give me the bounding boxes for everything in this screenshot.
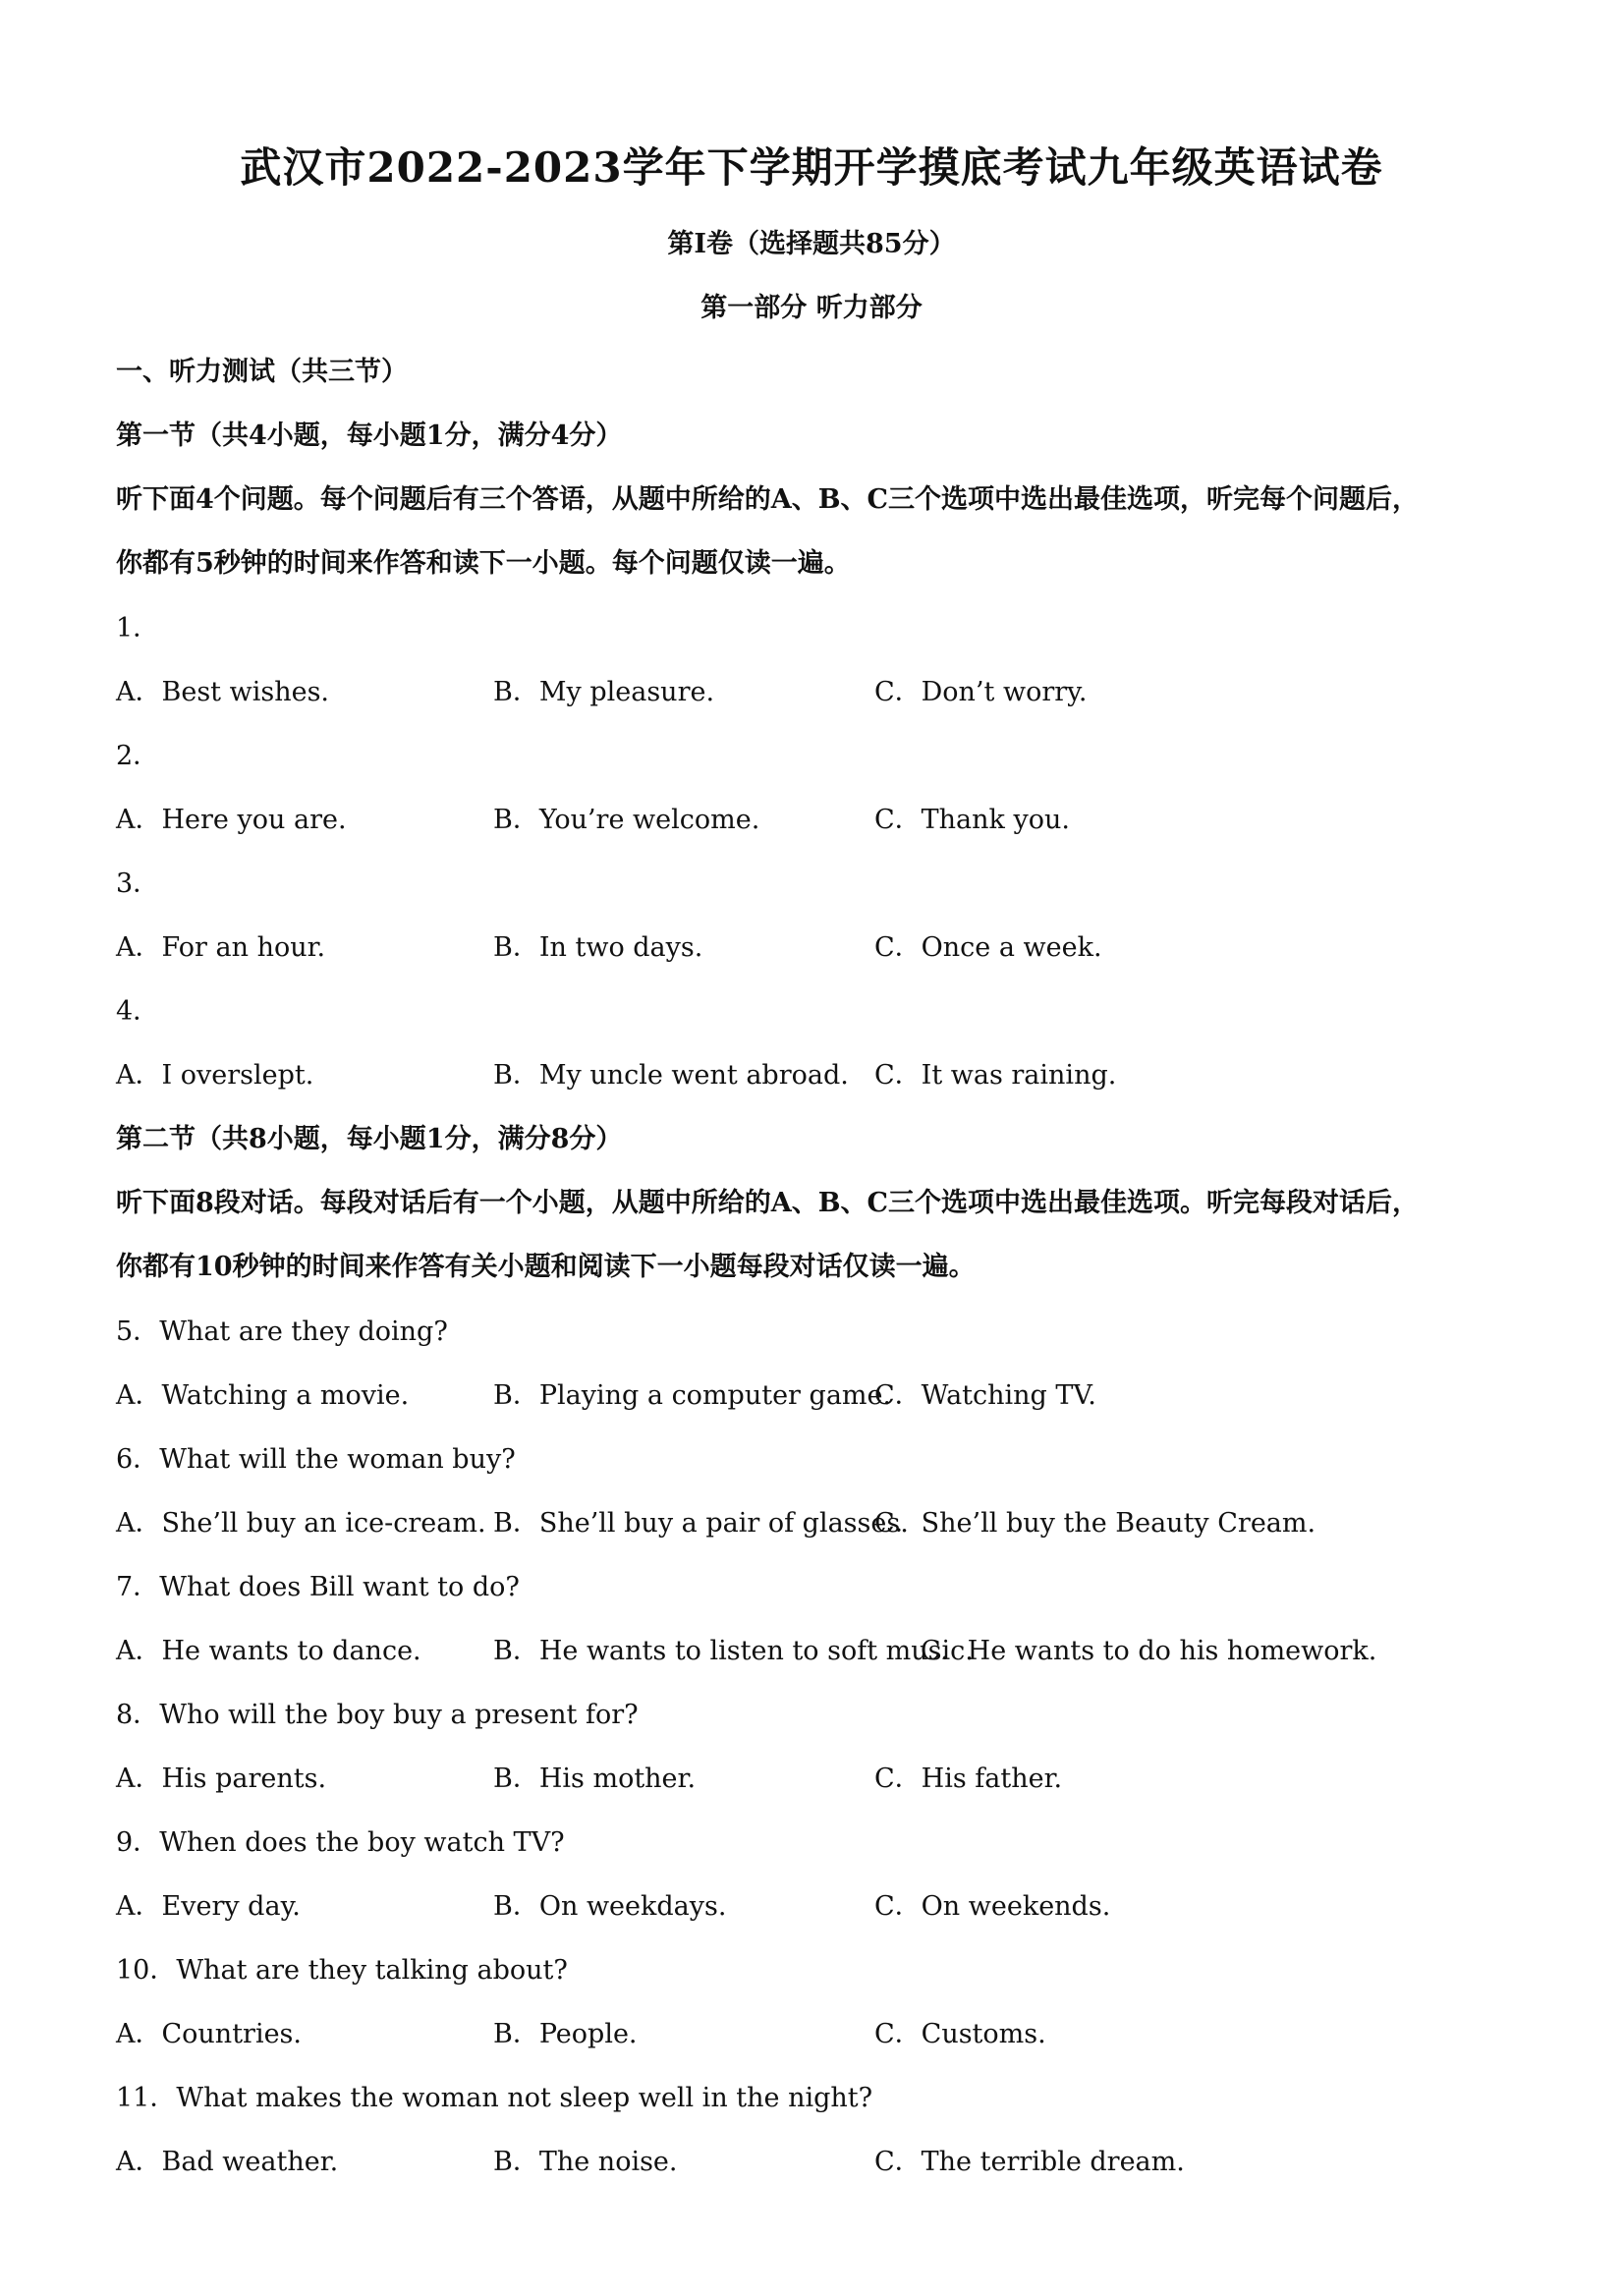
- option-a: A．He wants to dance.: [116, 1636, 421, 1666]
- question-2: [116, 734, 159, 772]
- option-b: B．He wants to listen to soft music.: [493, 1636, 974, 1666]
- option-b: B．My pleasure.: [493, 677, 715, 707]
- option-c: C．Watching TV.: [874, 1380, 1096, 1411]
- question-8: [116, 1693, 639, 1731]
- question-text: What makes the woman not sleep well in the night?: [176, 2083, 873, 2113]
- option-b: B．My uncle went abroad.: [493, 1060, 849, 1091]
- question-3: [116, 862, 159, 900]
- option-b: B．In two days.: [493, 932, 703, 963]
- question-text: Who will the boy buy a present for?: [159, 1700, 639, 1730]
- question-7: [116, 1565, 520, 1603]
- option-a: A．His parents.: [116, 1764, 327, 1794]
- option-c: C．His father.: [874, 1764, 1063, 1794]
- question-text: What will the woman buy?: [159, 1444, 516, 1475]
- question-number: 1．: [116, 613, 160, 644]
- option-b: B．The noise.: [493, 2147, 678, 2177]
- question-number: 5．: [116, 1316, 160, 1347]
- option-c: C．The terrible dream.: [874, 2147, 1185, 2177]
- option-a: A．For an hour.: [116, 932, 326, 963]
- option-c: C．Once a week.: [874, 932, 1102, 963]
- option-a: A．Bad weather.: [116, 2147, 339, 2177]
- option-a: A．She’ll buy an ice-cream.: [116, 1508, 486, 1539]
- question-number: 9．: [116, 1827, 160, 1858]
- option-c: C．Thank you.: [874, 805, 1070, 835]
- question-4: [116, 989, 159, 1028]
- option-c: C．She’ll buy the Beauty Cream.: [874, 1508, 1316, 1539]
- section1-heading: 第一节（共4小题，每小题1分，满分4分）: [116, 420, 623, 451]
- question-text: What does Bill want to do?: [159, 1572, 520, 1602]
- option-a: A．Best wishes.: [116, 677, 330, 707]
- section-heading: 一、听力测试（共三节）: [116, 357, 408, 387]
- option-b: B．People.: [493, 2019, 638, 2049]
- option-a: A．Countries.: [116, 2019, 302, 2049]
- option-b: B．You’re welcome.: [493, 805, 760, 835]
- question-number: 10．: [116, 1955, 177, 1986]
- option-a: A．Here you are.: [116, 805, 347, 835]
- option-c: C．It was raining.: [874, 1060, 1117, 1091]
- question-5: [116, 1310, 448, 1348]
- question-text: What are they doing?: [159, 1316, 448, 1347]
- exam-title: 武汉市2022-2023学年下学期开学摸底考试九年级英语试卷: [240, 143, 1383, 192]
- question-1: [116, 606, 159, 644]
- question-6: [116, 1437, 516, 1476]
- option-c: C．Don’t worry.: [874, 677, 1088, 707]
- section2-heading: 第二节（共8小题，每小题1分，满分8分）: [116, 1124, 623, 1154]
- section2-instruction-line1: 听下面8段对话。每段对话后有一个小题，从题中所给的A、B、C三个选项中选出最佳选项。听完每段对话后，: [116, 1188, 1420, 1218]
- question-number: 6．: [116, 1444, 160, 1475]
- option-a: A．Watching a movie.: [116, 1380, 410, 1411]
- option-b: B．She’ll buy a pair of glasses.: [493, 1508, 909, 1539]
- part-heading: 第一部分 听力部分: [700, 293, 923, 323]
- question-11: [116, 2076, 872, 2114]
- question-number: 4．: [116, 996, 160, 1027]
- option-a: A．Every day.: [116, 1891, 301, 1922]
- volume-heading: 第Ⅰ卷（选择题共85分）: [667, 229, 956, 259]
- question-number: 3．: [116, 868, 160, 899]
- option-c: C．On weekends.: [874, 1891, 1111, 1922]
- section1-instruction-line1: 听下面4个问题。每个问题后有三个答语，从题中所给的A、B、C三个选项中选出最佳选项，听完每个问题后，: [116, 484, 1420, 515]
- question-9: [116, 1820, 565, 1859]
- option-c: C．He wants to do his homework.: [921, 1636, 1377, 1666]
- question-text: When does the boy watch TV?: [159, 1827, 565, 1858]
- option-b: B．His mother.: [493, 1764, 697, 1794]
- section2-instruction-line2: 你都有10秒钟的时间来作答有关小题和阅读下一小题每段对话仅读一遍。: [116, 1252, 976, 1282]
- question-number: 7．: [116, 1572, 160, 1602]
- question-number: 2．: [116, 741, 160, 771]
- question-number: 11．: [116, 2083, 177, 2113]
- option-a: A．I overslept.: [116, 1060, 314, 1091]
- option-b: B．Playing a computer game.: [493, 1380, 892, 1411]
- question-10: [116, 1948, 568, 1987]
- option-b: B．On weekdays.: [493, 1891, 727, 1922]
- section1-instruction-line2: 你都有5秒钟的时间来作答和读下一小题。每个问题仅读一遍。: [116, 548, 851, 579]
- question-number: 8．: [116, 1700, 160, 1730]
- question-text: What are they talking about?: [176, 1955, 568, 1986]
- option-c: C．Customs.: [874, 2019, 1046, 2049]
